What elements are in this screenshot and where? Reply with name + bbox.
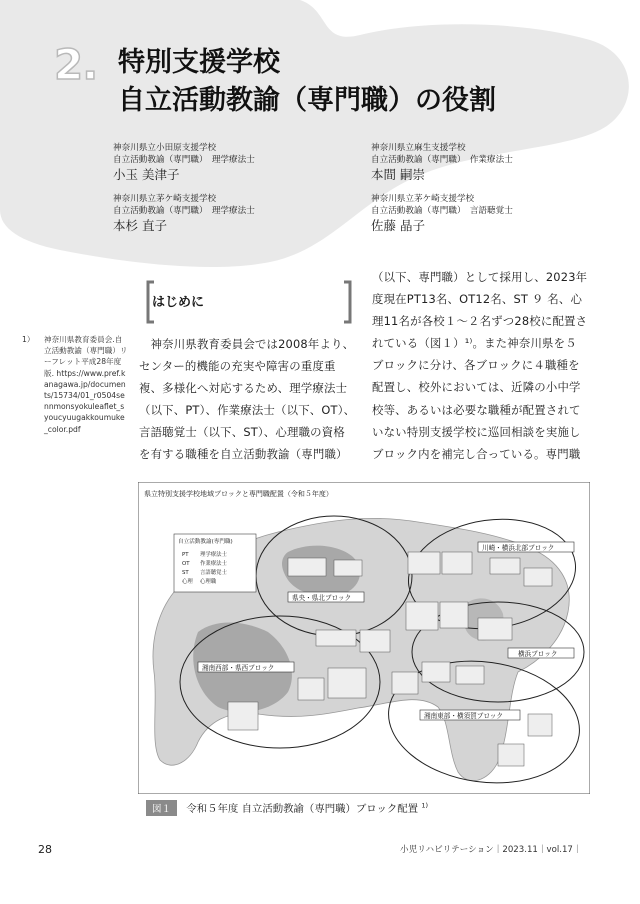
- author-3: [113, 193, 255, 234]
- body-line: 度現在PT13名、OT12名、ST ９ 名、心: [372, 292, 583, 307]
- block-label: 県央・県北ブロック: [292, 594, 352, 602]
- figure-caption-ref: 1): [421, 801, 428, 810]
- intro-heading: はじめに: [152, 295, 205, 310]
- author-school: 神奈川県立麻生支援学校: [371, 143, 466, 153]
- block-label: 湘南西部・県西ブロック: [202, 664, 275, 672]
- body-line: ブロック内を補完し合っている。専門職: [372, 446, 581, 461]
- figure-header: 県立特別支援学校地域ブロックと専門職配置（令和５年度）: [144, 490, 333, 498]
- legend-label: 理学療法士: [200, 552, 227, 558]
- body-line: 神奈川県教育委員会では2008年より、: [139, 337, 355, 351]
- legend-label: 心理職: [200, 579, 217, 585]
- author-2: [371, 142, 513, 183]
- page-title: [118, 44, 496, 120]
- block-label: 川崎・横浜北部ブロック: [482, 544, 555, 552]
- author-name: 本間 嗣崇: [371, 167, 425, 182]
- figure-caption-text: 令和５年度 自立活動教諭（専門職）ブロック配置: [186, 803, 419, 815]
- page-number: 28: [38, 843, 52, 856]
- title-line-2: 自立活動教諭（専門職）の役割: [118, 85, 496, 116]
- section-number: 2.: [54, 40, 98, 89]
- body-line: を有する職種を自立活動教諭（専門職）: [139, 447, 348, 462]
- legend-label: 言語聴覚士: [200, 570, 227, 576]
- author-name: 本杉 直子: [113, 218, 167, 233]
- body-line: れている（図１）¹⁾。また神奈川県を５: [372, 336, 577, 351]
- footnote-number: 1）: [22, 335, 35, 344]
- body-line: いない特別支援学校に巡回相談を実施し: [372, 424, 581, 439]
- author-4: [371, 193, 513, 234]
- figure-tag: 図１: [146, 800, 177, 816]
- author-school: 神奈川県立茅ケ崎支援学校: [371, 194, 475, 204]
- title-line-1: 特別支援学校: [118, 47, 280, 78]
- legend-title: 自立活動教諭(専門職): [178, 539, 233, 545]
- author-school: 神奈川県立小田原支援学校: [113, 143, 217, 153]
- body-line: 校等、あるいは必要な職種が配置されて: [372, 402, 581, 417]
- figure-caption: [146, 800, 428, 816]
- body-line: （以下、専門職）として採用し、2023年: [372, 270, 588, 284]
- block-label: 湘南東部・横須賀ブロック: [424, 712, 503, 720]
- legend-abbr: ST: [182, 570, 189, 576]
- author-school: 神奈川県立茅ケ崎支援学校: [113, 194, 217, 204]
- author-name: 小玉 美津子: [113, 167, 180, 182]
- author-role: 自立活動教諭（専門職） 言語聴覚士: [371, 206, 513, 216]
- body-left-column: [139, 333, 365, 466]
- legend-abbr: 心理: [182, 579, 193, 585]
- footnote: [22, 334, 128, 435]
- author-1: [113, 142, 255, 183]
- body-line: 複、多様化へ対応するため、理学療法士: [139, 381, 348, 396]
- journal-footer: 小児リハビリテーション｜2023.11｜vol.17｜: [400, 845, 582, 855]
- body-line: センター的機能の充実や障害の重度重: [139, 359, 336, 374]
- author-role: 自立活動教諭（専門職） 理学療法士: [113, 206, 255, 216]
- legend-label: 作業療法士: [200, 561, 227, 567]
- body-right-column: [372, 266, 598, 465]
- body-line: 配置し、校外においては、近隣の小中学: [372, 380, 581, 395]
- body-line: ブロックに分け、各ブロックに４職種を: [372, 358, 580, 373]
- block-map-figure: [138, 482, 590, 794]
- author-role: 自立活動教諭（専門職） 作業療法士: [371, 155, 513, 165]
- legend-abbr: PT: [182, 552, 189, 558]
- legend-abbr: OT: [182, 561, 190, 567]
- body-line: 言語聴覚士（以下、ST）、心理職の資格: [139, 425, 345, 440]
- body-line: 理11名が各校１～２名ずつ28校に配置さ: [372, 314, 588, 329]
- block-label: 横浜ブロック: [518, 650, 558, 658]
- body-line: （以下、PT）、作業療法士（以下、OT）、: [139, 403, 356, 418]
- footnote-text[interactable]: 神奈川県教育委員会.自立活動教諭（専門職）リーフレット平成28年度版. https://www.pref.kanagawa.jp/documents/15734/01_r0504sennmonsyokuleaflet_syoucyuugakkoumuke_color.pdf: [44, 335, 128, 434]
- author-role: 自立活動教諭（専門職） 理学療法士: [113, 155, 255, 165]
- author-name: 佐藤 晶子: [371, 218, 425, 233]
